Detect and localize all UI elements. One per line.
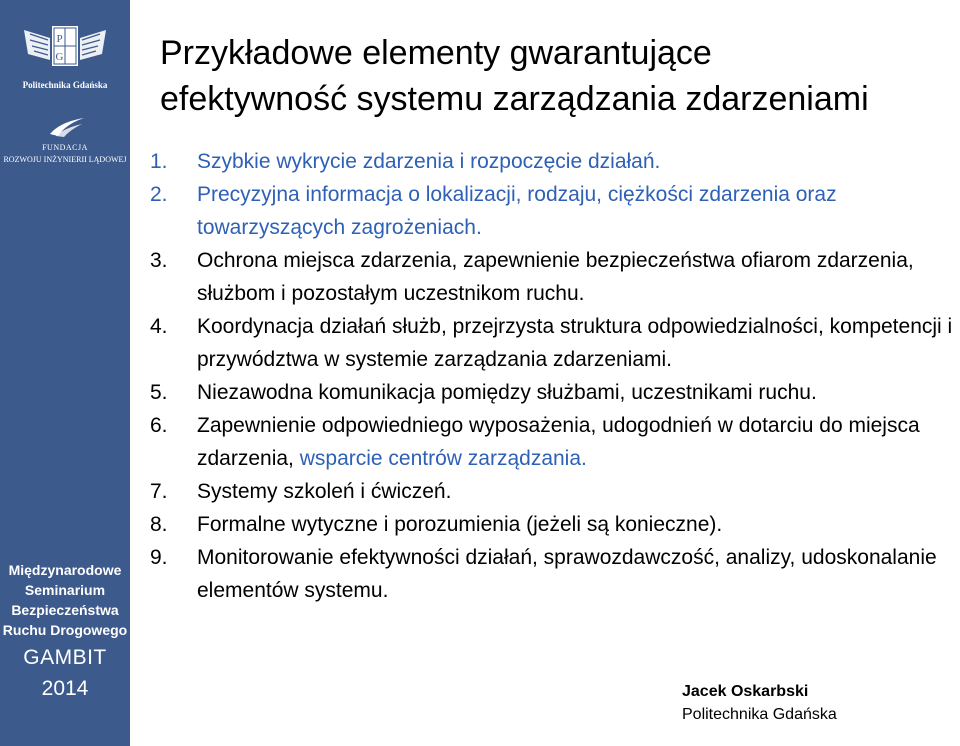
foundation-logo-title: FUNDACJA [42, 143, 88, 152]
list-item-number: 2. [150, 183, 168, 206]
foundation-logo [48, 114, 86, 138]
list-item-text: Formalne wytyczne i porozumienia (jeżeli są konieczne). [197, 513, 723, 536]
foundation-name: ROZWOJU INŻYNIERII LĄDOWEJ [3, 155, 127, 164]
list-item [150, 376, 955, 409]
seminar-line: Ruchu Drogowego [2, 622, 128, 638]
list-item-number: 1. [150, 150, 168, 173]
numbered-list [150, 145, 955, 607]
list-item-number: 3. [150, 249, 168, 272]
slide-title-line: efektywność systemu zarządzania zdarzeniami [160, 80, 869, 118]
slide-title-line: Przykładowe elementy gwarantujące [160, 34, 712, 72]
list-item-text: Systemy szkoleń i ćwiczeń. [197, 480, 452, 503]
slide-title [160, 30, 955, 122]
seminar-line: Seminarium [24, 582, 106, 598]
list-item-highlight: wsparcie centrów zarządzania. [299, 447, 587, 470]
seminar-line: Międzynarodowe [8, 562, 122, 578]
list-item-text: Ochrona miejsca zdarzenia, zapewnienie bezpieczeństwa ofiarom zdarzenia, służbom i pozostałym uczestnikom ruchu. [197, 249, 914, 305]
author-name: Jacek Oskarbski [682, 683, 809, 700]
list-item [150, 310, 955, 376]
list-item-number: 8. [150, 513, 168, 536]
list-item-number: 4. [150, 315, 168, 338]
pg-logo-label: Politechnika Gdańska [22, 80, 108, 90]
list-item [150, 475, 955, 508]
author-affiliation: Politechnika Gdańska [682, 706, 837, 723]
list-item [150, 541, 955, 607]
seminar-name [0, 560, 130, 640]
list-item-number: 9. [150, 546, 168, 569]
list-item-text: Precyzyjna informacja o lokalizacji, rodzaju, ciężkości zdarzenia oraz towarzyszących zagrożeniach. [197, 183, 837, 239]
list-item [150, 409, 955, 475]
gambit-label: GAMBIT [23, 646, 107, 669]
author-block [682, 680, 837, 726]
seminar-line: Bezpieczeństwa [11, 602, 119, 618]
list-item [150, 244, 955, 310]
year-label: 2014 [41, 677, 89, 700]
list-item-text: Szybkie wykrycie zdarzenia i rozpoczęcie działań. [197, 150, 661, 173]
list-item-number: 6. [150, 414, 168, 437]
list-item-number: 7. [150, 480, 168, 503]
politechnika-gdanska-logo [20, 20, 110, 76]
list-item [150, 145, 955, 178]
list-item-number: 5. [150, 381, 168, 404]
pg-logo-letter-p: P [56, 33, 63, 45]
list-item-text: Zapewnienie odpowiedniego wyposażenia, udogodnień w dotarciu do miejsca zdarzenia, [197, 414, 920, 470]
list-item-text: Monitorowanie efektywności działań, sprawozdawczość, analizy, udoskonalanie elementów systemu. [197, 546, 937, 602]
list-item-text: Niezawodna komunikacja pomiędzy służbami, uczestnikami ruchu. [197, 381, 817, 404]
pg-logo-letter-g: G [55, 51, 64, 63]
sidebar [0, 0, 130, 746]
list-item [150, 508, 955, 541]
list-item-text: Koordynacja działań służb, przejrzysta struktura odpowiedzialności, kompetencji i przywództwa w systemie zarządzania zdarzeniami. [197, 315, 953, 371]
list-item [150, 178, 955, 244]
